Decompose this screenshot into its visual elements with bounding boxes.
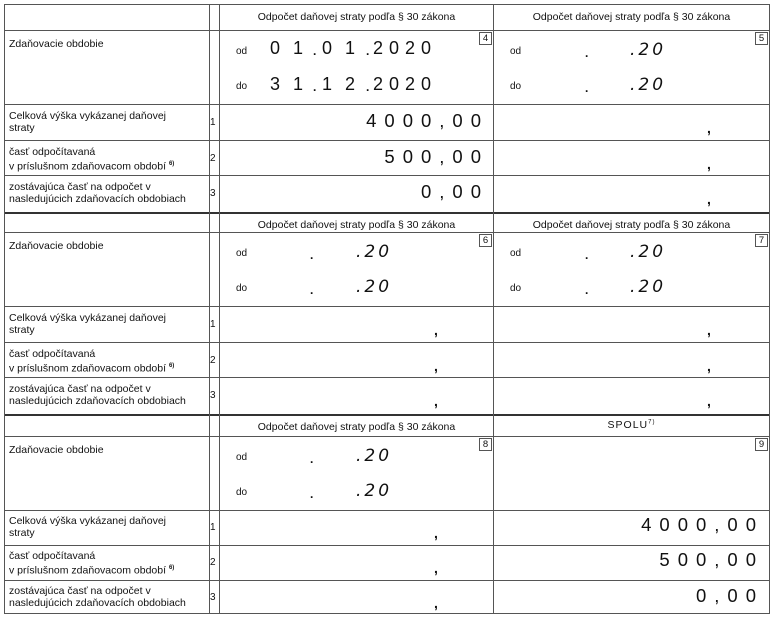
- grid-line: [4, 342, 770, 343]
- date-dot: .: [310, 452, 314, 466]
- row-number: 2: [210, 355, 216, 366]
- row-number: 2: [210, 153, 216, 164]
- row-number: 1: [210, 117, 216, 128]
- to-label: do: [236, 487, 248, 498]
- field-number-box: 6: [479, 234, 492, 247]
- column-header-tax-loss: Odpočet daňovej straty podľa § 30 zákona: [532, 219, 731, 231]
- to-label: do: [236, 283, 248, 294]
- grid-line: [4, 306, 770, 307]
- grid-line: [4, 436, 770, 437]
- from-label: od: [510, 46, 522, 57]
- date-dot: .: [366, 80, 370, 94]
- row-label-total-loss: Celková výška vykázanej daňovej straty: [9, 312, 166, 336]
- row-number: 1: [210, 522, 216, 533]
- date-dot: .: [310, 248, 314, 262]
- row-label-total-loss: Celková výška vykázanej daňovej straty: [9, 515, 166, 539]
- row-number: 2: [210, 557, 216, 568]
- grid-line: [4, 175, 770, 176]
- row-label-deducted-part: časť odpočítavaná v príslušnom zdaňovacom období $^{6)}$: [9, 146, 175, 173]
- year-prefix[interactable]: .20: [630, 277, 667, 297]
- grid-line: [4, 232, 770, 233]
- grid-line: [493, 4, 494, 614]
- decimal-comma[interactable]: ,: [707, 156, 711, 172]
- date-dot: .: [585, 283, 589, 297]
- field-number-box: 9: [755, 438, 768, 451]
- year-prefix[interactable]: .20: [356, 446, 393, 466]
- field-number-box: 4: [479, 32, 492, 45]
- to-label: do: [236, 81, 248, 92]
- date-dot: .: [313, 44, 317, 58]
- column-header-tax-loss: Odpočet daňovej straty podľa § 30 zákona: [532, 11, 731, 23]
- column-header-tax-loss: Odpočet daňovej straty podľa § 30 zákona: [257, 11, 456, 23]
- amount-remaining-part[interactable]: 0,00: [420, 181, 489, 202]
- grid-line: [4, 140, 770, 141]
- total-amount-deducted[interactable]: 500,00: [659, 549, 764, 570]
- footnote-marker: 7): [648, 419, 656, 426]
- date-dot: .: [585, 46, 589, 60]
- section-divider: [4, 414, 770, 416]
- grid-line: [4, 613, 770, 614]
- from-day-value[interactable]: 0 1: [270, 38, 308, 58]
- grid-line: [4, 30, 770, 31]
- column-header-tax-loss: Odpočet daňovej straty podľa § 30 zákona: [257, 421, 456, 433]
- period-label: Zdaňovacie obdobie: [9, 38, 104, 50]
- row-label-remaining-part: zostávajúca časť na odpočet v nasledujúcich zdaňovacích obdobiach: [9, 383, 186, 407]
- grid-line: [4, 4, 5, 614]
- date-dot: .: [366, 44, 370, 58]
- period-label: Zdaňovacie obdobie: [9, 240, 104, 252]
- total-label: SPOLU: [607, 419, 649, 431]
- date-dot: .: [310, 283, 314, 297]
- grid-line: [4, 580, 770, 581]
- grid-line: [219, 4, 220, 614]
- date-dot: .: [585, 81, 589, 95]
- grid-line: [769, 4, 770, 614]
- from-label: od: [510, 248, 522, 259]
- grid-line: [4, 4, 770, 5]
- row-number: 1: [210, 319, 216, 330]
- total-amount-loss[interactable]: 4000,00: [641, 514, 764, 535]
- date-dot: .: [313, 80, 317, 94]
- grid-line: [4, 377, 770, 378]
- row-label-remaining-part: zostávajúca časť na odpočet v nasledujúcich zdaňovacích obdobiach: [9, 181, 186, 205]
- row-label-deducted-part: časť odpočítavaná v príslušnom zdaňovacom období $^{6)}$: [9, 348, 175, 375]
- to-label: do: [510, 283, 522, 294]
- row-label-total-loss: Celková výška vykázanej daňovej straty: [9, 110, 166, 134]
- decimal-comma[interactable]: ,: [434, 525, 438, 541]
- decimal-comma[interactable]: ,: [434, 560, 438, 576]
- row-number: 3: [210, 188, 216, 199]
- row-label-deducted-part: časť odpočítavaná v príslušnom zdaňovacom období $^{6)}$: [9, 550, 175, 577]
- amount-deducted-part[interactable]: 500,00: [384, 146, 489, 167]
- section-divider: [4, 212, 770, 214]
- from-month-value[interactable]: 0 1: [322, 38, 360, 58]
- decimal-comma[interactable]: ,: [707, 358, 711, 374]
- field-number-box: 5: [755, 32, 768, 45]
- decimal-comma[interactable]: ,: [434, 595, 438, 611]
- from-label: od: [236, 248, 248, 259]
- period-label: Zdaňovacie obdobie: [9, 444, 104, 456]
- date-dot: .: [585, 248, 589, 262]
- year-prefix[interactable]: .20: [356, 277, 393, 297]
- to-label: do: [510, 81, 522, 92]
- column-header-tax-loss: Odpočet daňovej straty podľa § 30 zákona: [257, 219, 456, 231]
- year-prefix[interactable]: .20: [356, 242, 393, 262]
- from-label: od: [236, 452, 248, 463]
- column-header-total: [494, 419, 769, 431]
- total-amount-remaining[interactable]: 0,00: [695, 585, 764, 606]
- decimal-comma[interactable]: ,: [707, 322, 711, 338]
- field-number-box: 8: [479, 438, 492, 451]
- year-prefix[interactable]: .20: [630, 75, 667, 95]
- date-dot: .: [310, 487, 314, 501]
- decimal-comma[interactable]: ,: [434, 393, 438, 409]
- year-prefix[interactable]: .20: [356, 481, 393, 501]
- year-prefix[interactable]: .20: [630, 40, 667, 60]
- decimal-comma[interactable]: ,: [707, 393, 711, 409]
- decimal-comma[interactable]: ,: [434, 322, 438, 338]
- decimal-comma[interactable]: ,: [707, 120, 711, 136]
- decimal-comma[interactable]: ,: [707, 191, 711, 207]
- year-prefix[interactable]: .20: [630, 242, 667, 262]
- to-year-value[interactable]: 2020: [373, 74, 438, 94]
- decimal-comma[interactable]: ,: [434, 358, 438, 374]
- grid-line: [4, 104, 770, 105]
- grid-line: [4, 510, 770, 511]
- row-label-remaining-part: zostávajúca časť na odpočet v nasledujúcich zdaňovacích obdobiach: [9, 585, 186, 609]
- row-number: 3: [210, 390, 216, 401]
- to-month-value[interactable]: 1 2: [322, 74, 360, 94]
- field-number-box: 7: [755, 234, 768, 247]
- to-day-value[interactable]: 3 1: [270, 74, 308, 94]
- grid-line: [4, 545, 770, 546]
- amount-total-loss[interactable]: 4000,00: [366, 110, 489, 131]
- from-year-value[interactable]: 2020: [373, 38, 438, 58]
- from-label: od: [236, 46, 248, 57]
- row-number: 3: [210, 592, 216, 603]
